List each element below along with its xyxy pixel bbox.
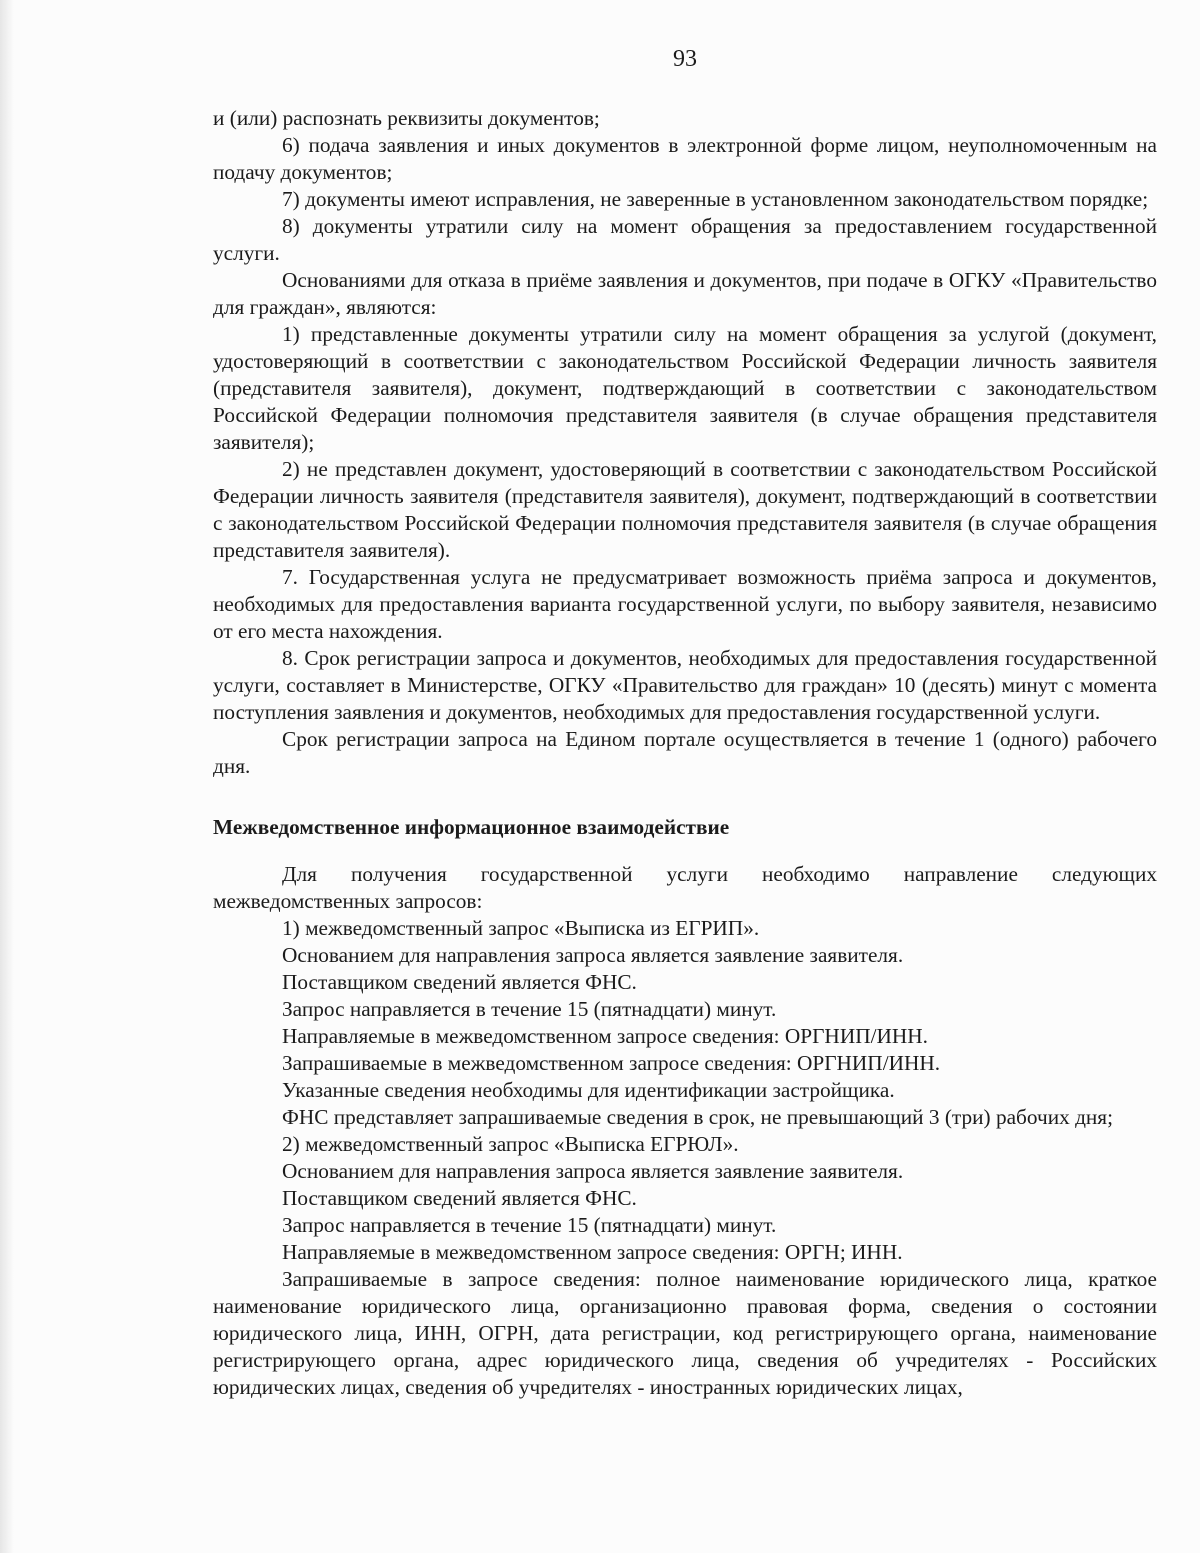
paragraph: Запрос направляется в течение 15 (пятнадцати) минут. — [282, 1213, 777, 1237]
paragraph: ФНС представляет запрашиваемые сведения в срок, не превышающий 3 (три) рабочих дня; — [282, 1105, 1114, 1129]
paragraph: 8) документы утратили силу на момент обращения за предоставлением государственной услуги. — [213, 214, 1157, 265]
paragraph: 7) документы имеют исправления, не заверенные в установленном законодательством порядке; — [282, 187, 1149, 211]
paragraph: Запрашиваемые в запросе сведения: полное наименование юридического лица, краткое наименование юридического лица, организационно правовая форма, сведения о состоянии юридического лица, ИНН, ОГРН, дата регистрации, код регистрирующего органа, наименование регистрирующего органа, адрес юридического лица, сведения об учредителях - Российских юридических лицах, сведения об учредителях - иностранных юридических лицах, — [213, 1267, 1157, 1399]
paragraph: 8. Срок регистрации запроса и документов, необходимых для предоставления государственной услуги, составляет в Министерстве, ОГКУ «Правительство для граждан» 10 (десять) минут с момента поступления заявления и документов, необходимых для предоставления государственной услуги. — [213, 646, 1157, 724]
paragraph: Направляемые в межведомственном запросе сведения: ОРГНИП/ИНН. — [282, 1024, 928, 1048]
paragraph: Запрос направляется в течение 15 (пятнадцати) минут. — [282, 997, 777, 1021]
paragraphs-after-heading — [213, 861, 1157, 1401]
paragraph: 6) подача заявления и иных документов в электронной форме лицом, неуполномоченным на подачу документов; — [213, 133, 1157, 184]
paragraph: Указанные сведения необходимы для идентификации застройщика. — [282, 1078, 895, 1102]
paragraph: Основанием для направления запроса является заявление заявителя. — [282, 943, 904, 967]
paragraph: Запрашиваемые в межведомственном запросе сведения: ОРГНИП/ИНН. — [282, 1051, 941, 1075]
paragraph: и (или) распознать реквизиты документов; — [213, 106, 600, 130]
paragraph: Срок регистрации запроса на Едином портале осуществляется в течение 1 (одного) рабочего дня. — [213, 727, 1157, 778]
paragraph: Направляемые в межведомственном запросе сведения: ОРГН; ИНН. — [282, 1240, 903, 1264]
paragraphs-before-heading — [213, 105, 1157, 780]
paragraph: Основаниями для отказа в приёме заявления и документов, при подаче в ОГКУ «Правительство для граждан», являются: — [213, 268, 1157, 319]
scan-edge-shadow — [0, 0, 14, 1553]
paragraph: 2) межведомственный запрос «Выписка ЕГРЮЛ». — [282, 1132, 739, 1156]
paragraph: 1) межведомственный запрос «Выписка из ЕГРИП». — [282, 916, 760, 940]
paragraph: Поставщиком сведений является ФНС. — [282, 970, 637, 994]
paragraph: Основанием для направления запроса является заявление заявителя. — [282, 1159, 904, 1183]
paragraph: Для получения государственной услуги необходимо направление следующих межведомственных запросов: — [213, 862, 1157, 913]
paragraph: 2) не представлен документ, удостоверяющий в соответствии с законодательством Российской Федерации личность заявителя (представителя заявителя), документ, подтверждающий в соответствии с законодательством Российской Федерации полномочия представителя заявителя (в случае обращения представителя заявителя). — [213, 457, 1157, 562]
paragraph: Поставщиком сведений является ФНС. — [282, 1186, 637, 1210]
page-number: 93 — [673, 46, 697, 72]
document-body — [213, 105, 1157, 1401]
section-heading: Межведомственное информационное взаимодействие — [213, 815, 730, 839]
paragraph: 1) представленные документы утратили силу на момент обращения за услугой (документ, удостоверяющий в соответствии с законодательством Российской Федерации личность заявителя (представителя заявителя), документ, подтверждающий в соответствии с законодательством Российской Федерации полномочия представителя заявителя (в случае обращения представителя заявителя); — [213, 322, 1157, 454]
paragraph: 7. Государственная услуга не предусматривает возможность приёма запроса и документов, необходимых для предоставления варианта государственной услуги, по выбору заявителя, независимо от его места нахождения. — [213, 565, 1157, 643]
